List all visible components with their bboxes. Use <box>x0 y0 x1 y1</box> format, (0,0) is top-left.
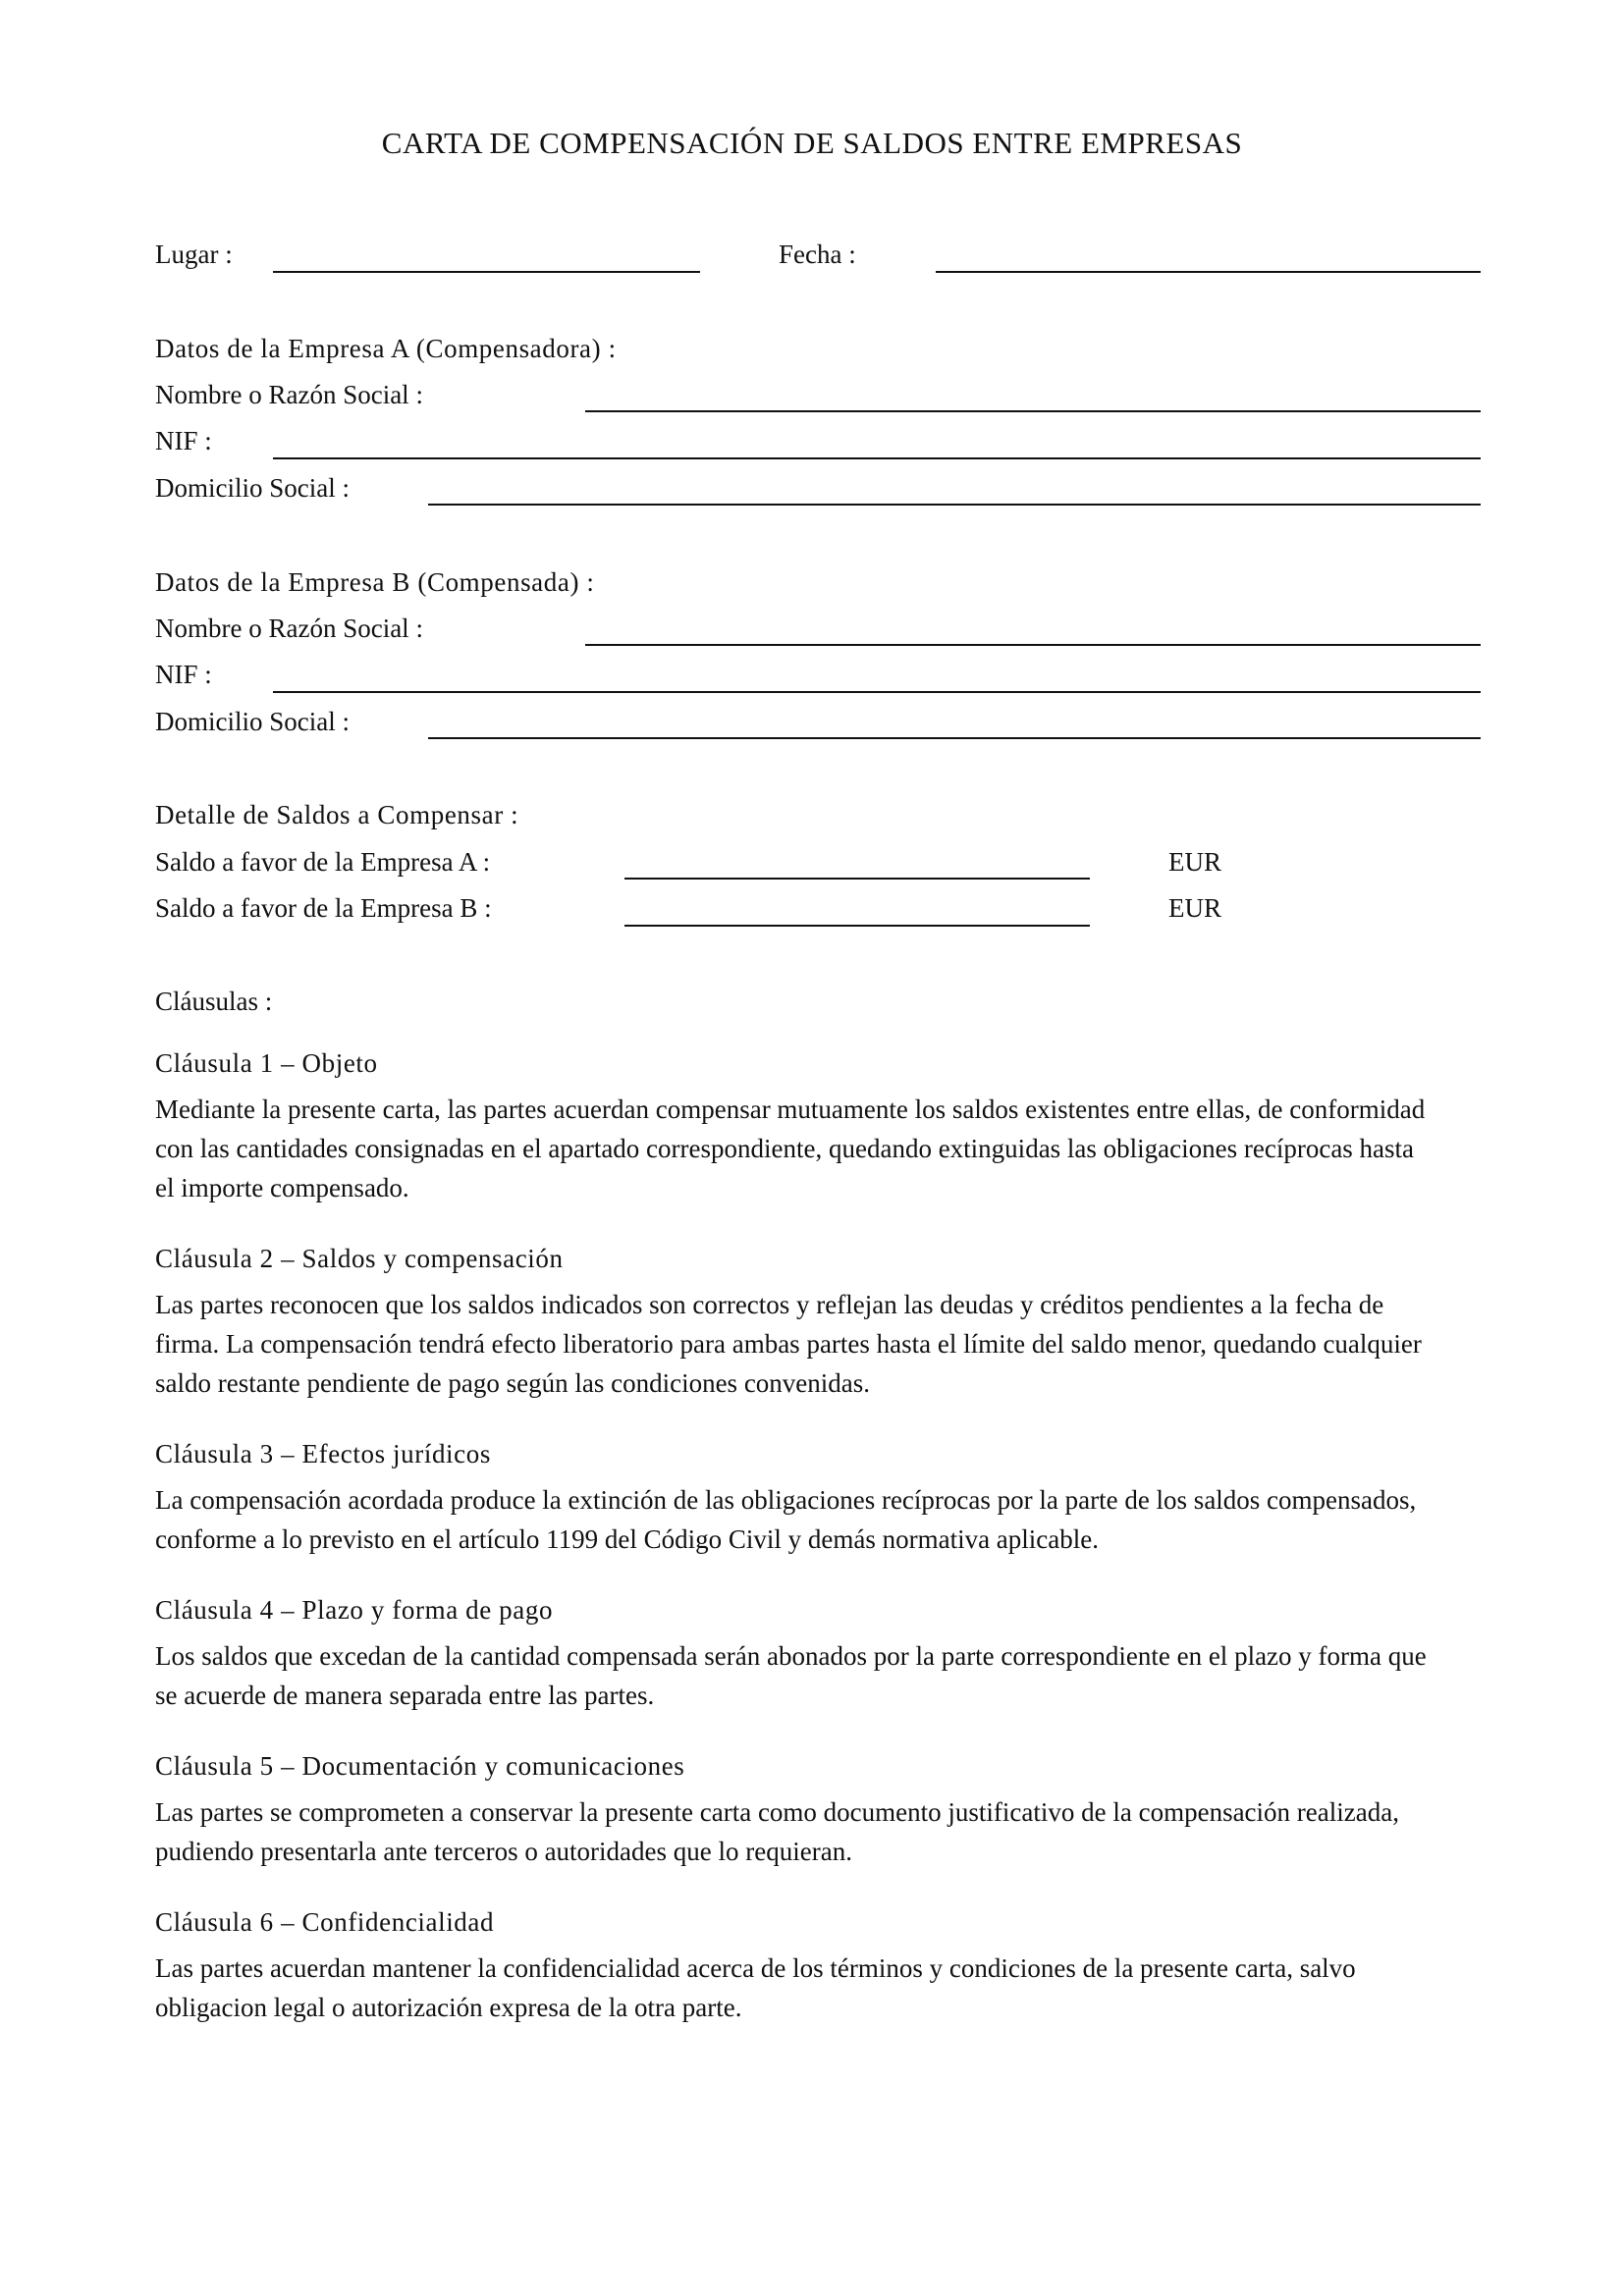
clause-6-body <box>155 1949 1490 2027</box>
balance-a-label: Saldo a favor de la Empresa A : <box>155 847 491 877</box>
clause-3-title: Cláusula 3 – Efectos jurídicos <box>155 1439 491 1468</box>
clause-3-line-2: conforme a lo previsto en el artículo 1199 del Código Civil y demás normativa aplicable. <box>155 1524 1099 1554</box>
company-a-nif-field[interactable] <box>273 457 1481 459</box>
company-b-heading: Datos de la Empresa B (Compensada) : <box>155 567 595 597</box>
clause-5-line-1: Las partes se comprometen a conservar la presente carta como documento justificativo de la compensación realizada, <box>155 1797 1399 1827</box>
clauses-heading: Cláusulas : <box>155 987 273 1016</box>
clause-2-line-1: Las partes reconocen que los saldos indicados son correctos y reflejan las deudas y créditos pendientes a la fecha de <box>155 1290 1384 1319</box>
date-field[interactable] <box>936 271 1481 273</box>
company-a-name-field[interactable] <box>585 410 1481 412</box>
clause-3-body <box>155 1480 1490 1559</box>
clause-5-line-2: pudiendo presentarla ante terceros o autoridades que lo requieran. <box>155 1837 852 1866</box>
clause-4-body <box>155 1636 1490 1715</box>
clause-5-body <box>155 1792 1490 1871</box>
clause-1-line-1: Mediante la presente carta, las partes acuerdan compensar mutuamente los saldos existentes entre ellas, de conformidad <box>155 1095 1426 1124</box>
company-a-nif-label: NIF : <box>155 426 212 455</box>
clause-6-line-1: Las partes acuerdan mantener la confidencialidad acerca de los términos y condiciones de la presente carta, salvo <box>155 1953 1356 1983</box>
place-label: Lugar : <box>155 240 233 269</box>
balance-a-field[interactable] <box>624 878 1090 880</box>
clause-1-line-3: el importe compensado. <box>155 1173 409 1202</box>
document-title: CARTA DE COMPENSACIÓN DE SALDOS ENTRE EMPRESAS <box>381 126 1243 160</box>
clause-4-line-1: Los saldos que excedan de la cantidad compensada serán abonados por la parte correspondiente en el plazo y forma que <box>155 1641 1427 1671</box>
clause-1-title: Cláusula 1 – Objeto <box>155 1048 378 1078</box>
place-field[interactable] <box>273 271 700 273</box>
clause-4-line-2: se acuerde de manera separada entre las partes. <box>155 1681 655 1710</box>
balance-b-field[interactable] <box>624 925 1090 927</box>
clause-4-title: Cláusula 4 – Plazo y forma de pago <box>155 1595 554 1625</box>
balance-a-currency: EUR <box>1168 847 1221 877</box>
clause-2-line-2: firma. La compensación tendrá efecto liberatorio para ambas partes hasta el límite del saldo menor, quedando cualquier <box>155 1329 1422 1359</box>
company-b-nif-label: NIF : <box>155 660 212 689</box>
company-b-name-label: Nombre o Razón Social : <box>155 614 423 643</box>
clause-2-body <box>155 1285 1490 1403</box>
clause-2-title: Cláusula 2 – Saldos y compensación <box>155 1244 564 1273</box>
clause-3-line-1: La compensación acordada produce la extinción de las obligaciones recíprocas por la parte de los saldos compensados, <box>155 1485 1417 1515</box>
clause-5-title: Cláusula 5 – Documentación y comunicaciones <box>155 1751 685 1781</box>
company-b-name-field[interactable] <box>585 644 1481 646</box>
company-b-nif-field[interactable] <box>273 691 1481 693</box>
company-a-address-label: Domicilio Social : <box>155 473 350 503</box>
balances-heading: Detalle de Saldos a Compensar : <box>155 800 519 829</box>
company-a-heading: Datos de la Empresa A (Compensadora) : <box>155 334 617 363</box>
clause-1-body <box>155 1090 1490 1207</box>
company-a-address-field[interactable] <box>428 504 1481 506</box>
clause-1-line-2: con las cantidades consignadas en el apartado correspondiente, quedando extinguidas las obligaciones recíprocas hasta <box>155 1134 1415 1163</box>
balance-b-currency: EUR <box>1168 893 1221 923</box>
balance-b-label: Saldo a favor de la Empresa B : <box>155 893 492 923</box>
company-b-address-label: Domicilio Social : <box>155 707 350 736</box>
company-a-name-label: Nombre o Razón Social : <box>155 380 423 409</box>
company-b-address-field[interactable] <box>428 737 1481 739</box>
clause-6-title: Cláusula 6 – Confidencialidad <box>155 1907 495 1937</box>
clause-6-line-2: obligacion legal o autorización expresa de la otra parte. <box>155 1993 742 2022</box>
date-label: Fecha : <box>779 240 856 269</box>
clause-2-line-3: saldo restante pendiente de pago según las condiciones convenidas. <box>155 1368 871 1398</box>
